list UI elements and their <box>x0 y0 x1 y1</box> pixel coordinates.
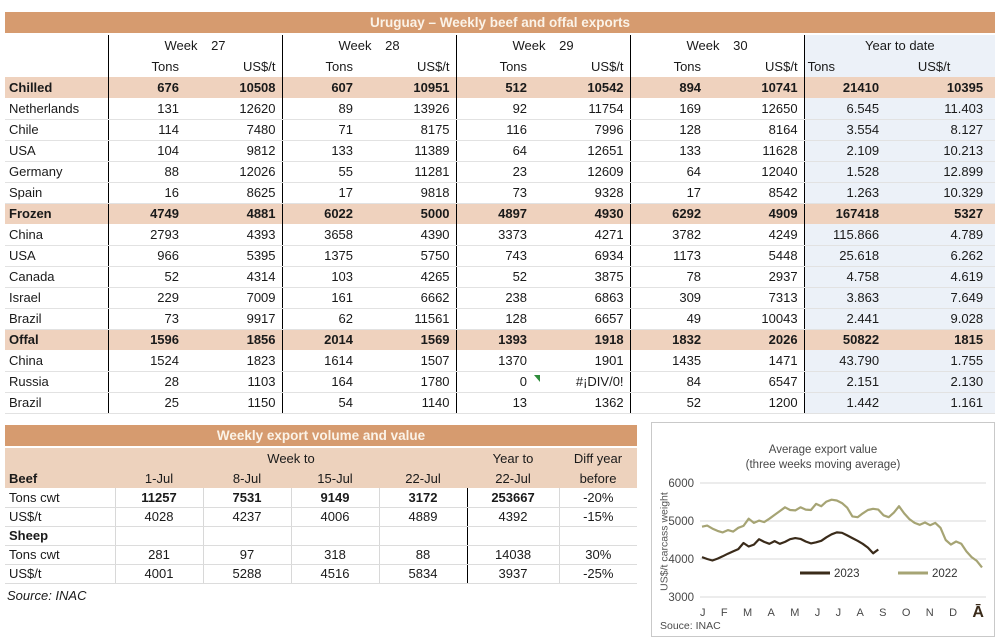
table-cell: 6292 <box>630 203 717 224</box>
table-cell: 4.789 <box>899 224 995 245</box>
table-cell: 13 <box>456 392 543 413</box>
table-cell: 25 <box>108 392 195 413</box>
table-cell: 97 <box>203 545 291 564</box>
table-cell: 4930 <box>543 203 630 224</box>
row-label: Brazil <box>5 308 108 329</box>
table-cell: 1173 <box>630 245 717 266</box>
month-tick: A <box>767 607 775 619</box>
table-row <box>5 266 995 287</box>
table-cell: 2.151 <box>804 371 899 392</box>
export-table <box>5 35 995 414</box>
table-cell: 3875 <box>543 266 630 287</box>
table-cell <box>379 526 467 545</box>
table-cell: 131 <box>108 98 195 119</box>
table-cell: 13926 <box>369 98 456 119</box>
table-cell: 3658 <box>282 224 369 245</box>
week-28-header: Week 28 <box>282 35 456 56</box>
month-tick: A <box>856 607 864 619</box>
table-cell: 1393 <box>456 329 543 350</box>
table-cell: 16 <box>108 182 195 203</box>
table-cell: 103 <box>282 266 369 287</box>
table-cell: 128 <box>456 308 543 329</box>
table-cell: 4028 <box>115 507 203 526</box>
table-cell: 4001 <box>115 564 203 583</box>
subsection-row <box>5 526 637 545</box>
ytd-header: Year to date <box>804 35 995 56</box>
table-cell: 11281 <box>369 161 456 182</box>
weekly-table-title: Weekly export volume and value <box>5 425 637 446</box>
row-label: Spain <box>5 182 108 203</box>
table-cell: 9812 <box>195 140 282 161</box>
svg-text:5000: 5000 <box>668 516 694 528</box>
month-tick: F <box>720 607 728 619</box>
table-cell: 1614 <box>282 350 369 371</box>
table-cell: 6022 <box>282 203 369 224</box>
table-cell: 1.161 <box>899 392 995 413</box>
corner-cell <box>5 35 108 56</box>
tons-header: Tons <box>325 59 354 74</box>
tons-header: Tons <box>673 59 702 74</box>
table-cell: 6547 <box>717 371 804 392</box>
table-cell: 9917 <box>195 308 282 329</box>
table-cell: 4271 <box>543 224 630 245</box>
table-cell: 4881 <box>195 203 282 224</box>
table-row <box>5 287 995 308</box>
volume-value-table <box>5 448 637 584</box>
table-cell: 1.263 <box>804 182 899 203</box>
table-cell: 55 <box>282 161 369 182</box>
date-header-row <box>5 468 637 488</box>
table-cell: 12.899 <box>899 161 995 182</box>
month-tick: J <box>835 607 842 619</box>
table-cell: 10.213 <box>899 140 995 161</box>
table-cell: 28 <box>108 371 195 392</box>
table-cell: 30% <box>559 545 637 564</box>
table-cell: 88 <box>108 161 195 182</box>
table-cell: 1140 <box>369 392 456 413</box>
table-row <box>5 350 995 371</box>
table-cell: 4314 <box>195 266 282 287</box>
month-tick: J <box>814 607 821 619</box>
svg-text:4000: 4000 <box>668 554 694 566</box>
table-cell: 133 <box>282 140 369 161</box>
table-cell: 4265 <box>369 266 456 287</box>
table-cell: 607 <box>282 77 369 98</box>
table-cell: 71 <box>282 119 369 140</box>
table-cell: 743 <box>456 245 543 266</box>
table-cell: 2026 <box>717 329 804 350</box>
table-cell: 238 <box>456 287 543 308</box>
table-cell: 3.554 <box>804 119 899 140</box>
diff-year-header: Diff year <box>559 448 637 468</box>
table-cell: 1.442 <box>804 392 899 413</box>
table-row <box>5 371 995 392</box>
table-cell: 2.441 <box>804 308 899 329</box>
row-label: Russia <box>5 371 108 392</box>
table-cell: 50822 <box>804 329 899 350</box>
table-cell: 11628 <box>717 140 804 161</box>
table-cell: 10508 <box>195 77 282 98</box>
table-cell: 3.863 <box>804 287 899 308</box>
table-cell <box>559 526 637 545</box>
usdt-header: US$/t <box>195 56 282 77</box>
table-cell: 9149 <box>291 488 379 507</box>
table-cell: 1856 <box>195 329 282 350</box>
table-cell: 8.127 <box>899 119 995 140</box>
table-cell: 2014 <box>282 329 369 350</box>
table-row <box>5 507 637 526</box>
table-row <box>5 119 995 140</box>
table-cell: 9328 <box>543 182 630 203</box>
table-cell: 281 <box>115 545 203 564</box>
chart-title <box>652 423 994 473</box>
row-label: Offal <box>5 329 108 350</box>
table-row <box>5 488 637 507</box>
row-label: Israel <box>5 287 108 308</box>
table-cell: 2937 <box>717 266 804 287</box>
table-cell: 10741 <box>717 77 804 98</box>
table-cell: 894 <box>630 77 717 98</box>
table-cell: 4889 <box>379 507 467 526</box>
date-header: before <box>559 468 637 488</box>
table-cell: 5395 <box>195 245 282 266</box>
chart-x-axis-labels <box>700 604 984 621</box>
table-row <box>5 245 995 266</box>
table-cell: 92 <box>456 98 543 119</box>
table-cell: 253667 <box>467 488 559 507</box>
table-row <box>5 308 995 329</box>
table-cell: 64 <box>630 161 717 182</box>
table-cell: 52 <box>456 266 543 287</box>
section-row <box>5 203 995 224</box>
table-cell: 12026 <box>195 161 282 182</box>
table-cell: 54 <box>282 392 369 413</box>
svg-text:2023: 2023 <box>834 568 860 580</box>
table-cell: 1103 <box>195 371 282 392</box>
week-header-row <box>5 35 995 56</box>
table-cell: 167418 <box>804 203 899 224</box>
table-cell: 6.545 <box>804 98 899 119</box>
month-tick: M <box>742 607 753 619</box>
chart-title-line1: Average export value <box>768 444 878 456</box>
table-cell: -20% <box>559 488 637 507</box>
row-label: Tons cwt <box>5 488 115 507</box>
table-cell <box>115 526 203 545</box>
table-cell: 6934 <box>543 245 630 266</box>
table-cell: 7531 <box>203 488 291 507</box>
table-cell: 6657 <box>543 308 630 329</box>
table-cell: 4.619 <box>899 266 995 287</box>
table-cell: 4390 <box>369 224 456 245</box>
table-cell: 2.130 <box>899 371 995 392</box>
table-cell: 4897 <box>456 203 543 224</box>
table-cell: 11257 <box>115 488 203 507</box>
table-cell: 12650 <box>717 98 804 119</box>
table-cell: 1901 <box>543 350 630 371</box>
table-cell: 7.649 <box>899 287 995 308</box>
table-cell: 5750 <box>369 245 456 266</box>
table-cell: 64 <box>456 140 543 161</box>
year-to-header: Year to <box>467 448 559 468</box>
date-header: 1-Jul <box>115 468 203 488</box>
row-label: Brazil <box>5 392 108 413</box>
svg-text:6000: 6000 <box>668 478 694 490</box>
table-cell: 229 <box>108 287 195 308</box>
table-cell: #¡DIV/0! <box>543 371 630 392</box>
table-cell: 1362 <box>543 392 630 413</box>
row-label: Frozen <box>5 203 108 224</box>
date-header: 22-Jul <box>379 468 467 488</box>
tons-header: Tons <box>499 59 528 74</box>
table-cell: 115.866 <box>804 224 899 245</box>
svg-text:2022: 2022 <box>932 568 958 580</box>
table-cell <box>467 526 559 545</box>
chart-title-line2: (three weeks moving average) <box>745 459 901 471</box>
table-cell: 88 <box>379 545 467 564</box>
table-cell: 49 <box>630 308 717 329</box>
table-cell: 11561 <box>369 308 456 329</box>
table-cell: 10.329 <box>899 182 995 203</box>
chart-y-axis-label: US$/t carcass weight <box>658 492 671 591</box>
table-cell: 1524 <box>108 350 195 371</box>
row-label: Canada <box>5 266 108 287</box>
table-cell: 11.403 <box>899 98 995 119</box>
chart-plot-area <box>652 477 996 607</box>
table-cell: 7009 <box>195 287 282 308</box>
main-table-title: Uruguay – Weekly beef and offal exports <box>5 12 995 33</box>
table-cell: 62 <box>282 308 369 329</box>
table-cell: 8175 <box>369 119 456 140</box>
table-cell: 8164 <box>717 119 804 140</box>
table-cell: 1370 <box>456 350 543 371</box>
table-cell: 9818 <box>369 182 456 203</box>
main-export-table <box>5 12 995 414</box>
table-row <box>5 140 995 161</box>
table-cell: 3937 <box>467 564 559 583</box>
table-cell: 21410 <box>804 77 899 98</box>
table-cell: 2.109 <box>804 140 899 161</box>
table-cell: 966 <box>108 245 195 266</box>
table-cell: 1815 <box>899 329 995 350</box>
table-cell: 12620 <box>195 98 282 119</box>
week-29-header: Week 29 <box>456 35 630 56</box>
table-cell: 1200 <box>717 392 804 413</box>
table-cell: 4237 <box>203 507 291 526</box>
table-cell: 0 <box>456 371 543 392</box>
table-row <box>5 224 995 245</box>
table-cell: 1569 <box>369 329 456 350</box>
table-cell: 11389 <box>369 140 456 161</box>
comment-flag-icon <box>534 375 540 382</box>
row-label: Chile <box>5 119 108 140</box>
table-cell: 12040 <box>717 161 804 182</box>
table-cell: 10395 <box>899 77 995 98</box>
usdt-header: US$/t <box>543 56 630 77</box>
table-cell: 78 <box>630 266 717 287</box>
weekly-table-source: Source: INAC <box>7 587 87 603</box>
table-cell: 5834 <box>379 564 467 583</box>
table-cell: 84 <box>630 371 717 392</box>
table-cell: 11754 <box>543 98 630 119</box>
row-label: Chilled <box>5 77 108 98</box>
date-header: 15-Jul <box>291 468 379 488</box>
month-tick: S <box>879 607 887 619</box>
table-cell: 318 <box>291 545 379 564</box>
table-row <box>5 545 637 564</box>
axis-suffix: Ā <box>972 604 984 621</box>
table-cell: 17 <box>630 182 717 203</box>
table-cell: 7996 <box>543 119 630 140</box>
corner-cell <box>5 56 108 77</box>
table-cell: 1150 <box>195 392 282 413</box>
svg-text:3000: 3000 <box>668 592 694 604</box>
table-cell: 7480 <box>195 119 282 140</box>
table-cell: 5000 <box>369 203 456 224</box>
table-cell: 133 <box>630 140 717 161</box>
row-label: USA <box>5 245 108 266</box>
week-30-header: Week 30 <box>630 35 804 56</box>
table-cell: 10043 <box>717 308 804 329</box>
table-cell: 1823 <box>195 350 282 371</box>
average-export-value-chart <box>651 422 995 637</box>
row-label: Sheep <box>5 526 115 545</box>
table-cell: 2793 <box>108 224 195 245</box>
table-cell: 676 <box>108 77 195 98</box>
table-cell: 43.790 <box>804 350 899 371</box>
row-label: Tons cwt <box>5 545 115 564</box>
table-cell: 114 <box>108 119 195 140</box>
table-cell: 161 <box>282 287 369 308</box>
row-label: US$/t <box>5 564 115 583</box>
table-row <box>5 564 637 583</box>
table-cell: 4749 <box>108 203 195 224</box>
table-cell: 10951 <box>369 77 456 98</box>
table-cell: 4516 <box>291 564 379 583</box>
beef-label: Beef <box>5 468 115 488</box>
table-cell: 1471 <box>717 350 804 371</box>
table-row <box>5 98 995 119</box>
table-cell: 1435 <box>630 350 717 371</box>
table-cell: 164 <box>282 371 369 392</box>
table-cell: 5327 <box>899 203 995 224</box>
table-cell <box>291 526 379 545</box>
table-cell: 3782 <box>630 224 717 245</box>
date-header: 8-Jul <box>203 468 291 488</box>
table-cell: 1832 <box>630 329 717 350</box>
ytd-tons-header: Tons <box>804 56 899 77</box>
tons-header: Tons <box>151 59 179 74</box>
table-cell: 73 <box>108 308 195 329</box>
table-cell: 6863 <box>543 287 630 308</box>
section-row <box>5 329 995 350</box>
table-cell: 10542 <box>543 77 630 98</box>
row-label: China <box>5 224 108 245</box>
table-cell: 6.262 <box>899 245 995 266</box>
row-label: US$/t <box>5 507 115 526</box>
table-cell: 309 <box>630 287 717 308</box>
table-cell: 25.618 <box>804 245 899 266</box>
table-cell: 3172 <box>379 488 467 507</box>
table-cell: 116 <box>456 119 543 140</box>
table-cell: 1780 <box>369 371 456 392</box>
table-cell: 3373 <box>456 224 543 245</box>
table-cell: 4392 <box>467 507 559 526</box>
chart-source: Souce: INAC <box>660 620 721 632</box>
table-cell: 4.758 <box>804 266 899 287</box>
unit-header-row <box>5 56 995 77</box>
table-cell: 12651 <box>543 140 630 161</box>
week-27-header: Week 27 <box>108 35 282 56</box>
table-cell: 8542 <box>717 182 804 203</box>
usdt-header: US$/t <box>369 56 456 77</box>
table-cell: 4909 <box>717 203 804 224</box>
usdt-header: US$/t <box>717 56 804 77</box>
table-cell: -15% <box>559 507 637 526</box>
weekto-header-row <box>5 448 637 468</box>
table-cell: 5448 <box>717 245 804 266</box>
table-cell: 1.755 <box>899 350 995 371</box>
table-row <box>5 392 995 413</box>
row-label: China <box>5 350 108 371</box>
row-label: USA <box>5 140 108 161</box>
table-cell: 1375 <box>282 245 369 266</box>
table-cell: 512 <box>456 77 543 98</box>
weekly-volume-table <box>5 425 637 603</box>
table-cell: 9.028 <box>899 308 995 329</box>
table-cell: 1.528 <box>804 161 899 182</box>
date-header: 22-Jul <box>467 468 559 488</box>
table-cell: 89 <box>282 98 369 119</box>
table-row <box>5 161 995 182</box>
month-tick: D <box>949 607 958 619</box>
table-cell: 1596 <box>108 329 195 350</box>
table-cell: 1507 <box>369 350 456 371</box>
table-cell <box>203 526 291 545</box>
section-row <box>5 77 995 98</box>
table-cell: 52 <box>630 392 717 413</box>
month-tick: J <box>700 607 706 619</box>
ytd-usdt-header: US$/t <box>899 56 995 77</box>
table-cell: 14038 <box>467 545 559 564</box>
month-tick: M <box>790 607 800 619</box>
table-cell: 12609 <box>543 161 630 182</box>
table-row <box>5 182 995 203</box>
table-cell: 8625 <box>195 182 282 203</box>
month-tick: N <box>925 607 934 619</box>
table-cell: 17 <box>282 182 369 203</box>
table-cell: 128 <box>630 119 717 140</box>
table-cell: 6662 <box>369 287 456 308</box>
row-label: Germany <box>5 161 108 182</box>
table-cell: 4393 <box>195 224 282 245</box>
table-cell: 52 <box>108 266 195 287</box>
table-cell: 4006 <box>291 507 379 526</box>
row-label: Netherlands <box>5 98 108 119</box>
table-cell: 169 <box>630 98 717 119</box>
table-cell: 104 <box>108 140 195 161</box>
table-cell: 1918 <box>543 329 630 350</box>
table-cell: 5288 <box>203 564 291 583</box>
month-tick: O <box>901 607 911 619</box>
table-cell: 23 <box>456 161 543 182</box>
week-to-header: Week to <box>115 448 467 468</box>
corner-cell <box>5 448 115 468</box>
table-cell: -25% <box>559 564 637 583</box>
table-cell: 73 <box>456 182 543 203</box>
table-cell: 4249 <box>717 224 804 245</box>
table-cell: 7313 <box>717 287 804 308</box>
